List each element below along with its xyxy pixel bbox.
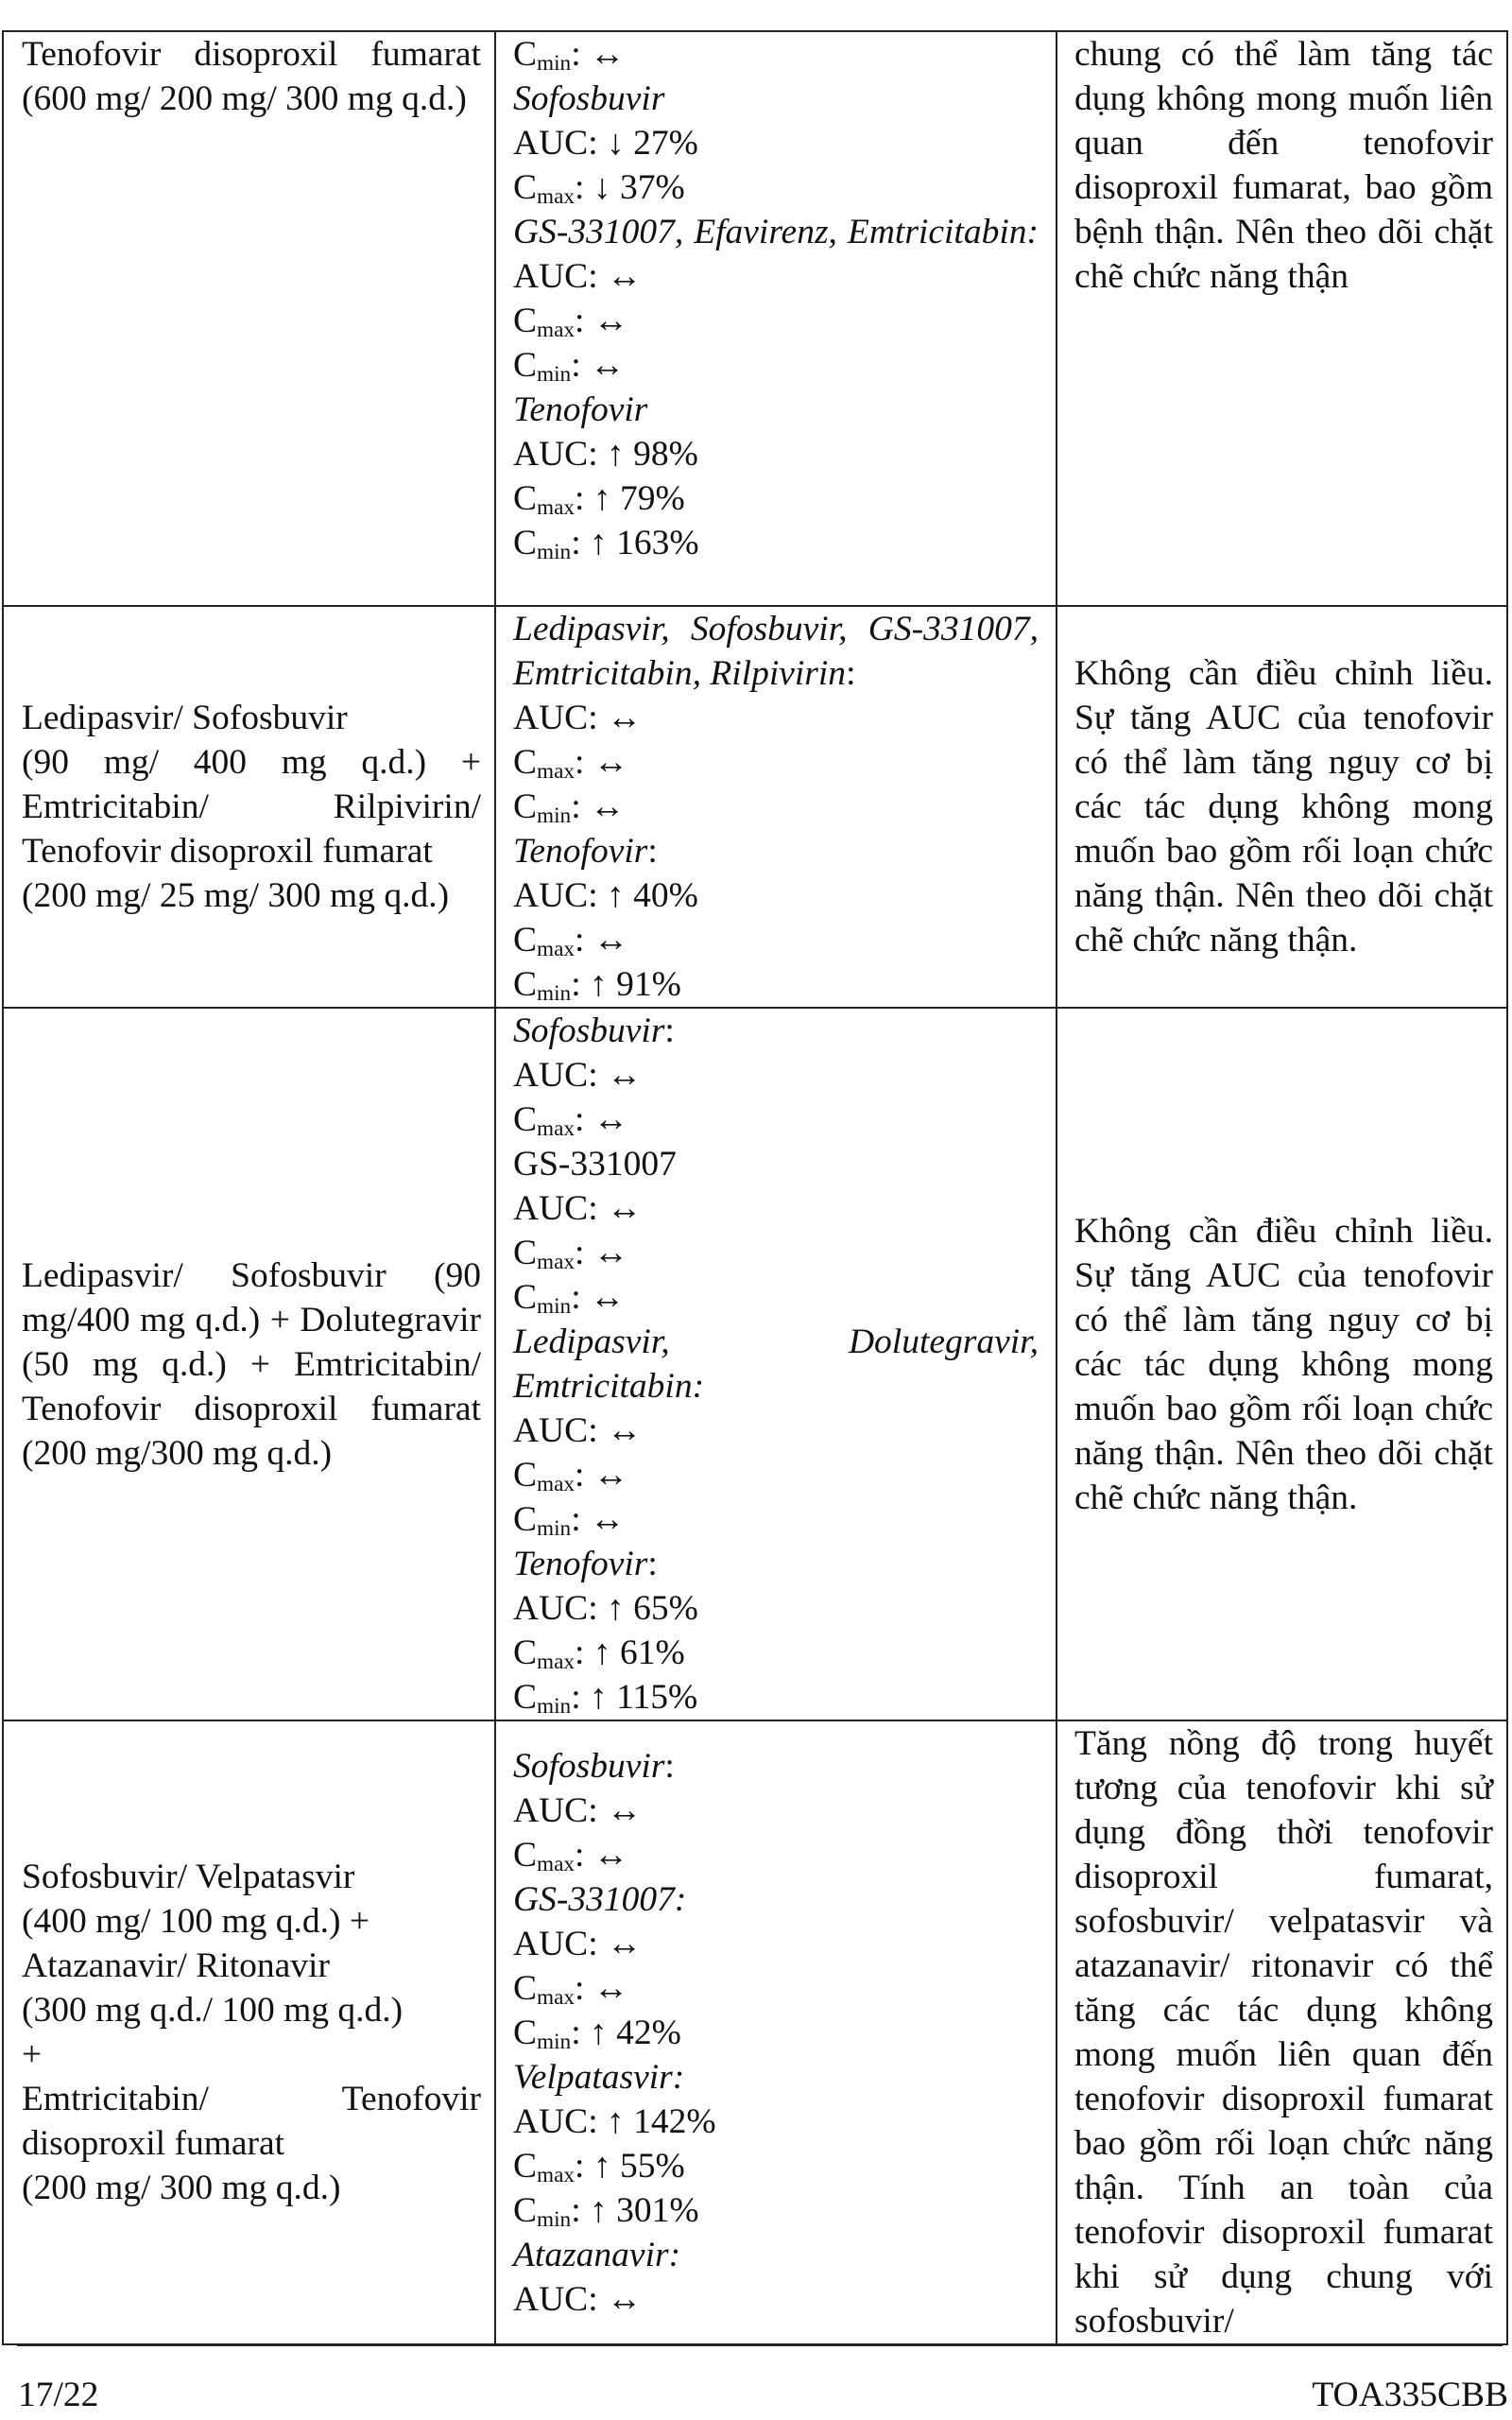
drug-dose: (200 mg/ 25 mg/ 300 mg q.d.): [22, 876, 450, 915]
pk-line: AUC: ↑ 40%: [513, 876, 698, 915]
pk-line: AUC: ↔: [513, 1924, 643, 1963]
pk-line: $C_{max}$: ↔: [513, 921, 629, 962]
drug-cell: [3, 606, 495, 1008]
document-code: TOA335CBB: [1312, 2376, 1508, 2414]
pk-drug-heading: Velpatasvir:: [513, 2057, 685, 2097]
drug-cell: [3, 1008, 495, 1720]
pk-line: AUC: ↑ 98%: [513, 435, 698, 474]
drug-dose: +: [22, 2035, 43, 2074]
pk-line: AUC: ↔: [513, 1189, 643, 1228]
recommendation-cell: [1057, 1720, 1507, 2344]
drug-dose: (400 mg/ 100 mg q.d.) +: [22, 1902, 370, 1941]
recommendation-text: chung có thể làm tăng tác dụng không mong muốn liên quan đến tenofovir disoproxil fumarat, bao gồm bệnh thận. Nên theo dõi chặt chẽ chức năng thận: [1074, 35, 1493, 296]
recommendation-cell: [1057, 31, 1507, 606]
drug-dose: (200 mg/ 300 mg q.d.): [22, 2169, 341, 2207]
pk-line: Tenofovir:: [513, 832, 658, 871]
pk-drug-heading: Atazanavir:: [513, 2235, 681, 2274]
pk-line: Sofosbuvir:: [513, 1746, 675, 1786]
pk-drug-heading: Tenofovir: [513, 390, 648, 429]
pk-line: Sofosbuvir:: [513, 1011, 675, 1050]
pk-line: $C_{max}$: ↔: [513, 1456, 629, 1497]
pk-line: $C_{max}$: ↔: [513, 302, 629, 343]
pk-line: Tenofovir:: [513, 1545, 658, 1583]
pk-line: $C_{max}$: ↓ 37%: [513, 168, 685, 210]
pk-line: $C_{max}$: ↑ 79%: [513, 479, 685, 521]
pk-line: AUC: ↔: [513, 1790, 643, 1830]
pk-line: AUC: ↔: [513, 699, 643, 737]
pk-line: AUC: ↓ 27%: [513, 124, 698, 163]
pk-line: $C_{max}$: ↑ 55%: [513, 2146, 685, 2187]
pk-line: $C_{min}$: ↔: [513, 35, 626, 77]
pk-line: $C_{max}$: ↔: [513, 1100, 629, 1142]
drug-name: Sofosbuvir/ Velpatasvir: [22, 1858, 355, 1896]
pk-line: Ledipasvir, Sofosbuvir, GS-331007, Emtricitabin, Rilpivirin:: [513, 610, 1039, 693]
pk-drug-heading: Sofosbuvir: [513, 79, 665, 118]
recommendation-cell: [1057, 1008, 1507, 1720]
footer-divider: [17, 2344, 1503, 2346]
pk-line: AUC: ↑ 142%: [513, 2101, 716, 2141]
pk-effects-cell: [495, 1720, 1057, 2344]
pk-drug-heading: GS-331007, Efavirenz, Emtricitabin:: [513, 213, 1039, 251]
pk-line: AUC: ↔: [513, 1411, 643, 1450]
pk-line: $C_{max}$: ↑ 61%: [513, 1634, 685, 1675]
pk-line: AUC: ↑ 65%: [513, 1589, 698, 1628]
recommendation-text: Không cần điều chỉnh liều. Sự tăng AUC của tenofovir có thể làm tăng nguy cơ bị các tác dụng không mong muốn bao gồm rối loạn chức năng thận. Nên theo dõi chặt chẽ chức năng thận.: [1074, 1211, 1493, 1517]
pk-line: $C_{min}$: ↔: [513, 1500, 626, 1542]
table-row: [3, 1008, 1507, 1720]
pk-effects-cell: [495, 31, 1057, 606]
page-number: 17/22: [18, 2376, 99, 2414]
pk-line: AUC: ↔: [513, 2279, 643, 2319]
table-row: [3, 31, 1507, 606]
pk-effects-cell: [495, 606, 1057, 1008]
pk-line: $C_{max}$: ↔: [513, 1234, 629, 1275]
drug-name: Atazanavir/ Ritonavir: [22, 1946, 330, 1985]
pk-line: $C_{min}$: ↑ 163%: [513, 524, 699, 565]
pk-line: AUC: ↔: [513, 1056, 643, 1095]
pk-line: GS-331007: [513, 1145, 677, 1184]
drug-dose: (600 mg/ 200 mg/ 300 mg q.d.): [22, 79, 467, 118]
pk-line: $C_{min}$: ↔: [513, 787, 626, 829]
pk-line: $C_{min}$: ↑ 301%: [513, 2190, 699, 2232]
pk-line: $C_{min}$: ↑ 91%: [513, 965, 681, 1007]
recommendation-text: Tăng nồng độ trong huyết tương của tenofovir khi sử dụng đồng thời tenofovir disoproxil fumarat, sofosbuvir/ velpatasvir và atazanavir/ ritonavir có thể tăng các tác dụng không mong muốn liên quan đến tenofovir disoproxil fumarat bao gồm rối loạn chức năng thận. Tính an toàn của tenofovir disoproxil fumarat khi sử dụng chung với sofosbuvir/: [1074, 1724, 1493, 2341]
drug-interaction-table: [2, 30, 1508, 2345]
drug-name: Tenofovir disoproxil fumarat: [22, 35, 481, 74]
drug-name: Emtricitabin/ Tenofovir disoproxil fumarat: [22, 2080, 481, 2163]
pk-line: $C_{max}$: ↔: [513, 1835, 629, 1876]
pk-drug-heading: GS-331007:: [513, 1879, 687, 1919]
drug-cell: [3, 1720, 495, 2344]
drug-cell: [3, 31, 495, 606]
pk-line: AUC: ↔: [513, 257, 643, 296]
recommendation-cell: [1057, 606, 1507, 1008]
table-row: [3, 1720, 1507, 2344]
drug-dose: (90 mg/ 400 mg q.d.) + Emtricitabin/ Rilpivirin/ Tenofovir disoproxil fumarat: [22, 743, 481, 871]
pk-effects-cell: [495, 1008, 1057, 1720]
pk-line: $C_{max}$: ↔: [513, 743, 629, 785]
recommendation-text: Không cần điều chỉnh liều. Sự tăng AUC của tenofovir có thể làm tăng nguy cơ bị các tác dụng không mong muốn bao gồm rối loạn chức năng thận. Nên theo dõi chặt chẽ chức năng thận.: [1074, 654, 1493, 959]
drug-name: Ledipasvir/ Sofosbuvir (90 mg/400 mg q.d.) + Dolutegravir (50 mg q.d.) + Emtricitabin/ Tenofovir disoproxil fumarat (200 mg/300 mg q.d.): [22, 1255, 481, 1473]
pk-drug-heading: Ledipasvir, Dolutegravir, Emtricitabin:: [513, 1322, 1039, 1406]
drug-name: Ledipasvir/ Sofosbuvir: [22, 699, 348, 737]
pk-line: $C_{min}$: ↑ 42%: [513, 2013, 681, 2054]
pk-line: $C_{max}$: ↔: [513, 1968, 629, 2010]
pk-line: $C_{min}$: ↔: [513, 346, 626, 388]
pk-line: $C_{min}$: ↑ 115%: [513, 1678, 698, 1720]
drug-dose: (300 mg q.d./ 100 mg q.d.): [22, 1991, 404, 2030]
pk-line: $C_{min}$: ↔: [513, 1278, 626, 1320]
table-row: [3, 606, 1507, 1008]
